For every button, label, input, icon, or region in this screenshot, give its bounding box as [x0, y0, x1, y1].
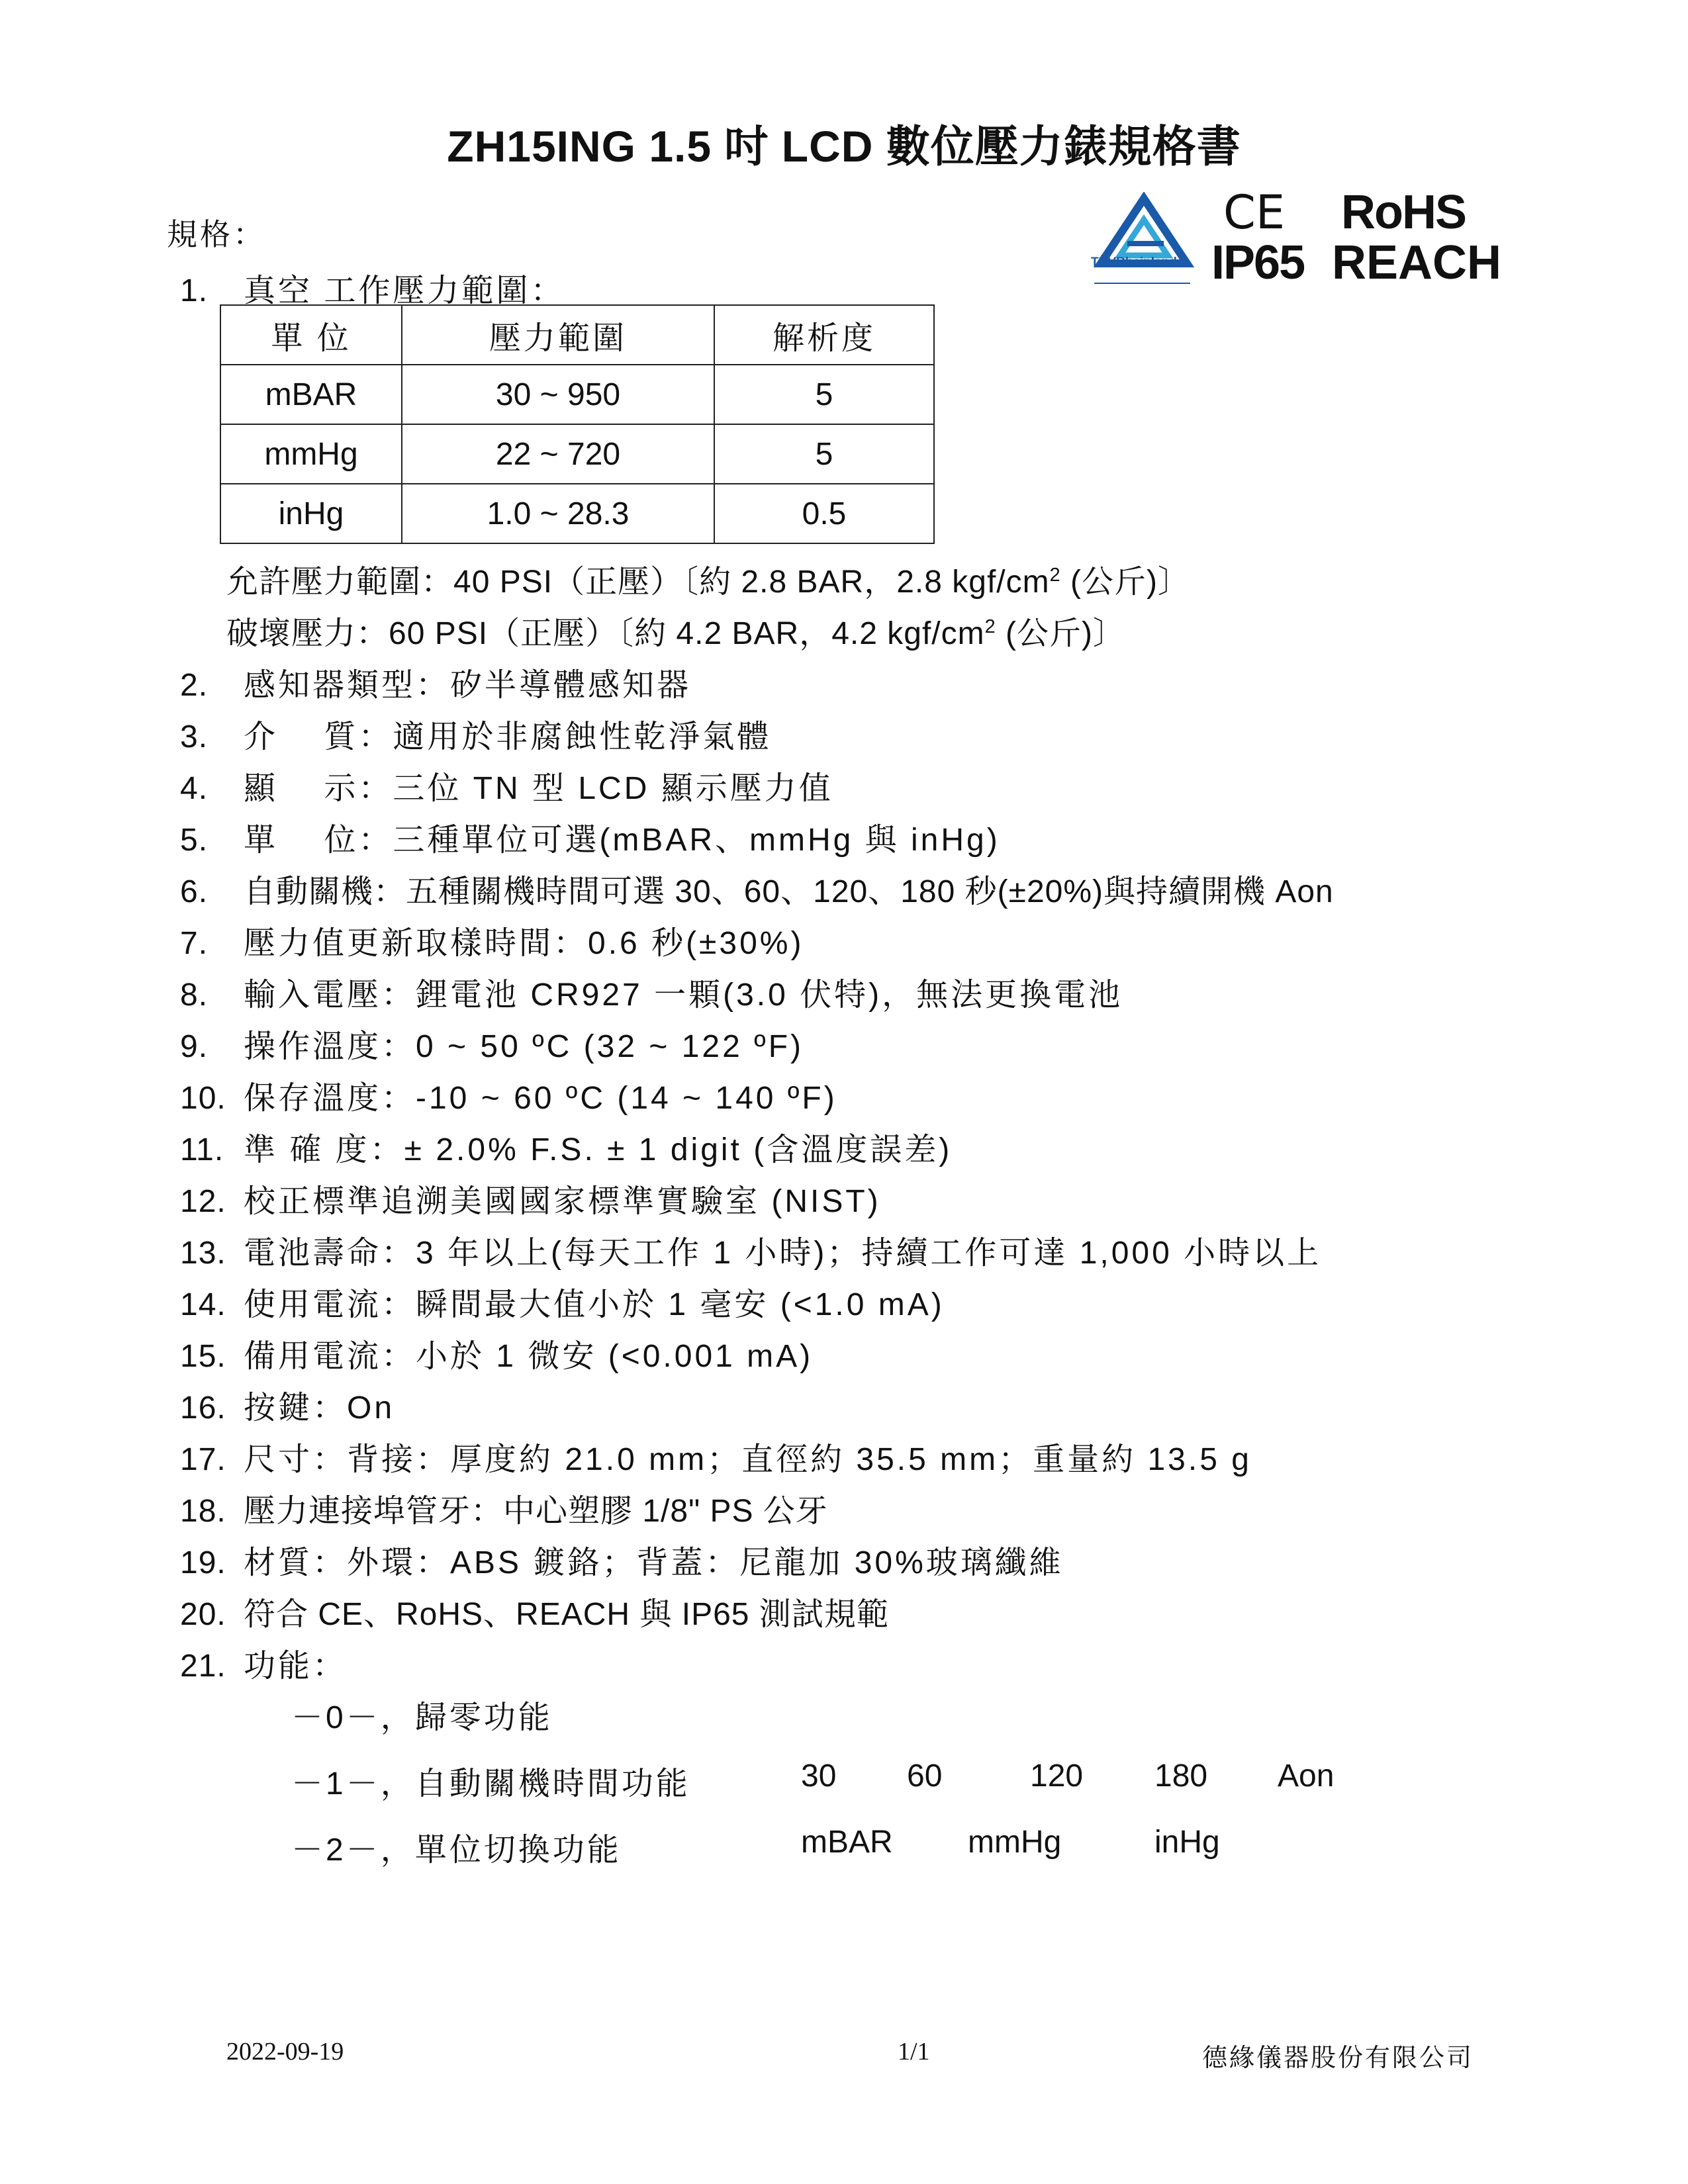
- item-text: 單 位：三種單位可選(mBAR、mmHg 與 inHg): [244, 823, 1000, 858]
- spec-item: [180, 1588, 889, 1634]
- rohs-mark: RoHS: [1341, 186, 1466, 239]
- spec-item: [180, 659, 691, 705]
- item-number: 20.: [180, 1597, 226, 1632]
- item-number: 10.: [180, 1081, 226, 1116]
- table-cell-range: 22 ~ 720: [402, 424, 714, 484]
- item-text: 校正標準追溯美國國家標準實驗室 (NIST): [244, 1184, 881, 1219]
- footer-company: 德緣儀器股份有限公司: [1202, 2044, 1474, 2072]
- spec-item: [180, 1640, 347, 1686]
- item-text: 功能：: [244, 1649, 348, 1684]
- item-text: 感知器類型：矽半導體感知器: [244, 668, 692, 703]
- spec-item: [180, 762, 833, 808]
- function-option: 120: [1030, 1758, 1084, 1794]
- item-number: 16.: [180, 1390, 226, 1426]
- spec-item: [180, 1021, 804, 1066]
- spec-item: [180, 1382, 395, 1428]
- ce-mark: CE: [1223, 185, 1286, 240]
- superscript: 2: [984, 616, 996, 637]
- spec-item-1: [180, 265, 565, 310]
- function-option: mmHg: [968, 1825, 1062, 1860]
- item-number: 15.: [180, 1339, 226, 1374]
- item-number: 8.: [180, 978, 209, 1013]
- item-number: 11.: [180, 1132, 224, 1167]
- item-number: 13.: [180, 1236, 226, 1271]
- function-option: 30: [801, 1758, 837, 1794]
- spec-item: [180, 1537, 1064, 1582]
- item-text: 介 質：適用於非腐蝕性乾淨氣體: [244, 719, 772, 754]
- allowed-pressure-line: [226, 556, 1190, 602]
- spec-item: [180, 866, 1334, 911]
- table-row: [220, 365, 934, 424]
- item-number: 18.: [180, 1494, 226, 1529]
- function-option: Aon: [1278, 1758, 1335, 1794]
- item-text: 自動關機：五種關機時間可選 30、60、120、180 秒(±20%)與持續開機 Aon: [244, 874, 1334, 909]
- item-number: 12.: [180, 1184, 226, 1219]
- tuv-triangle-icon: [1091, 192, 1197, 298]
- spec-item: [180, 917, 804, 963]
- spec-item: [180, 711, 771, 756]
- function-code: －0－，歸零功能: [291, 1700, 553, 1735]
- table-cell-unit: mmHg: [220, 424, 402, 484]
- item-number: 6.: [180, 874, 209, 909]
- table-header-row: [220, 305, 934, 365]
- item-text: 輸入電壓：鋰電池 CR927 一顆(3.0 伏特)，無法更換電池: [244, 978, 1123, 1013]
- table-cell-range: 30 ~ 950: [402, 365, 714, 424]
- spec-item: [180, 1124, 952, 1169]
- allowed-pressure-unit: (公斤)〕: [1060, 565, 1190, 600]
- function-option: mBAR: [801, 1825, 893, 1860]
- item-number: 21.: [180, 1649, 226, 1684]
- footer-page-number: 1/1: [898, 2038, 930, 2066]
- burst-pressure-text: 破壞壓力：60 PSI（正壓）〔約 4.2 BAR，4.2 kgf/cm: [226, 616, 985, 651]
- item-number: 19.: [180, 1545, 226, 1580]
- function-auto-off: [291, 1758, 690, 1803]
- burst-pressure-line: [226, 608, 1125, 653]
- spec-item: [180, 1433, 1252, 1479]
- burst-pressure-unit: (公斤)〕: [996, 616, 1125, 651]
- certification-logos: [1091, 179, 1515, 291]
- item-number: 3.: [180, 719, 209, 754]
- table-cell-resolution: 5: [714, 424, 934, 484]
- item-text: 顯 示：三位 TN 型 LCD 顯示壓力值: [244, 771, 833, 806]
- function-code: －1－，自動關機時間功能: [291, 1766, 690, 1801]
- item-text: 保存溫度：-10 ~ 60 ºC (14 ~ 140 ºF): [244, 1081, 837, 1116]
- function-code: －2－，單位切換功能: [291, 1833, 622, 1868]
- item-text: 備用電流：小於 1 微安 (<0.001 mA): [244, 1339, 814, 1374]
- item-number: 2.: [180, 668, 209, 703]
- function-option: inHg: [1154, 1825, 1220, 1860]
- item-text: 操作溫度：0 ~ 50 ºC (32 ~ 122 ºF): [244, 1029, 804, 1064]
- table-cell-unit: inHg: [220, 484, 402, 543]
- table-cell-resolution: 5: [714, 365, 934, 424]
- footer-date: 2022-09-19: [226, 2038, 344, 2066]
- item-text: 壓力連接埠管牙：中心塑膠 1/8" PS 公牙: [244, 1494, 828, 1529]
- item-text: 真空 工作壓力範圍：: [244, 273, 565, 308]
- item-text: 電池壽命：3 年以上(每天工作 1 小時)；持續工作可達 1,000 小時以上: [244, 1236, 1322, 1271]
- spec-item: [180, 1279, 945, 1324]
- header-range: 壓力範圍: [402, 305, 714, 365]
- item-number: 17.: [180, 1442, 226, 1477]
- item-number: 1.: [180, 273, 209, 308]
- item-text: 符合 CE、RoHS、REACH 與 IP65 測試規範: [244, 1597, 889, 1632]
- section-label: 規格：: [167, 217, 266, 251]
- spec-item: [180, 1227, 1321, 1273]
- spec-item: [180, 1175, 881, 1221]
- item-number: 4.: [180, 771, 209, 806]
- item-number: 5.: [180, 823, 209, 858]
- table-cell-range: 1.0 ~ 28.3: [402, 484, 714, 543]
- function-zero: [291, 1692, 553, 1737]
- item-text: 按鍵：On: [244, 1390, 395, 1426]
- item-text: 壓力值更新取樣時間：0.6 秒(±30%): [244, 926, 804, 961]
- header-resolution: 解析度: [714, 305, 934, 365]
- allowed-pressure-text: 允許壓力範圍：40 PSI（正壓）〔約 2.8 BAR，2.8 kgf/cm: [226, 565, 1050, 600]
- table-cell-unit: mBAR: [220, 365, 402, 424]
- superscript: 2: [1049, 565, 1061, 586]
- item-number: 9.: [180, 1029, 209, 1064]
- item-text: 使用電流：瞬間最大值小於 1 毫安 (<1.0 mA): [244, 1287, 945, 1322]
- spec-item: [180, 814, 1000, 860]
- spec-item: [180, 969, 1123, 1015]
- item-text: 尺寸：背接：厚度約 21.0 mm；直徑約 35.5 mm；重量約 13.5 g: [244, 1442, 1252, 1477]
- item-number: 14.: [180, 1287, 226, 1322]
- document-title: ZH15ING 1.5 吋 LCD 數位壓力錶規格書: [447, 122, 1241, 171]
- function-option: 60: [907, 1758, 943, 1794]
- spec-item: [180, 1330, 813, 1376]
- pressure-range-table: [220, 304, 935, 544]
- table-row: [220, 424, 934, 484]
- tuv-rheinland-logo-text: TÜVRheinland: [1091, 255, 1177, 269]
- function-option: 180: [1154, 1758, 1208, 1794]
- function-unit-switch: [291, 1824, 622, 1870]
- item-number: 7.: [180, 926, 209, 961]
- ip65-mark: IP65: [1211, 236, 1305, 289]
- spec-item: [180, 1072, 837, 1118]
- item-text: 準 確 度：± 2.0% F.S. ± 1 digit (含溫度誤差): [244, 1132, 953, 1167]
- spec-item: [180, 1485, 828, 1531]
- item-text: 材質：外環：ABS 鍍鉻；背蓋：尼龍加 30%玻璃纖維: [244, 1545, 1064, 1580]
- table-row: [220, 484, 934, 543]
- header-unit: 單 位: [220, 305, 402, 365]
- reach-mark: REACH: [1332, 236, 1502, 289]
- table-cell-resolution: 0.5: [714, 484, 934, 543]
